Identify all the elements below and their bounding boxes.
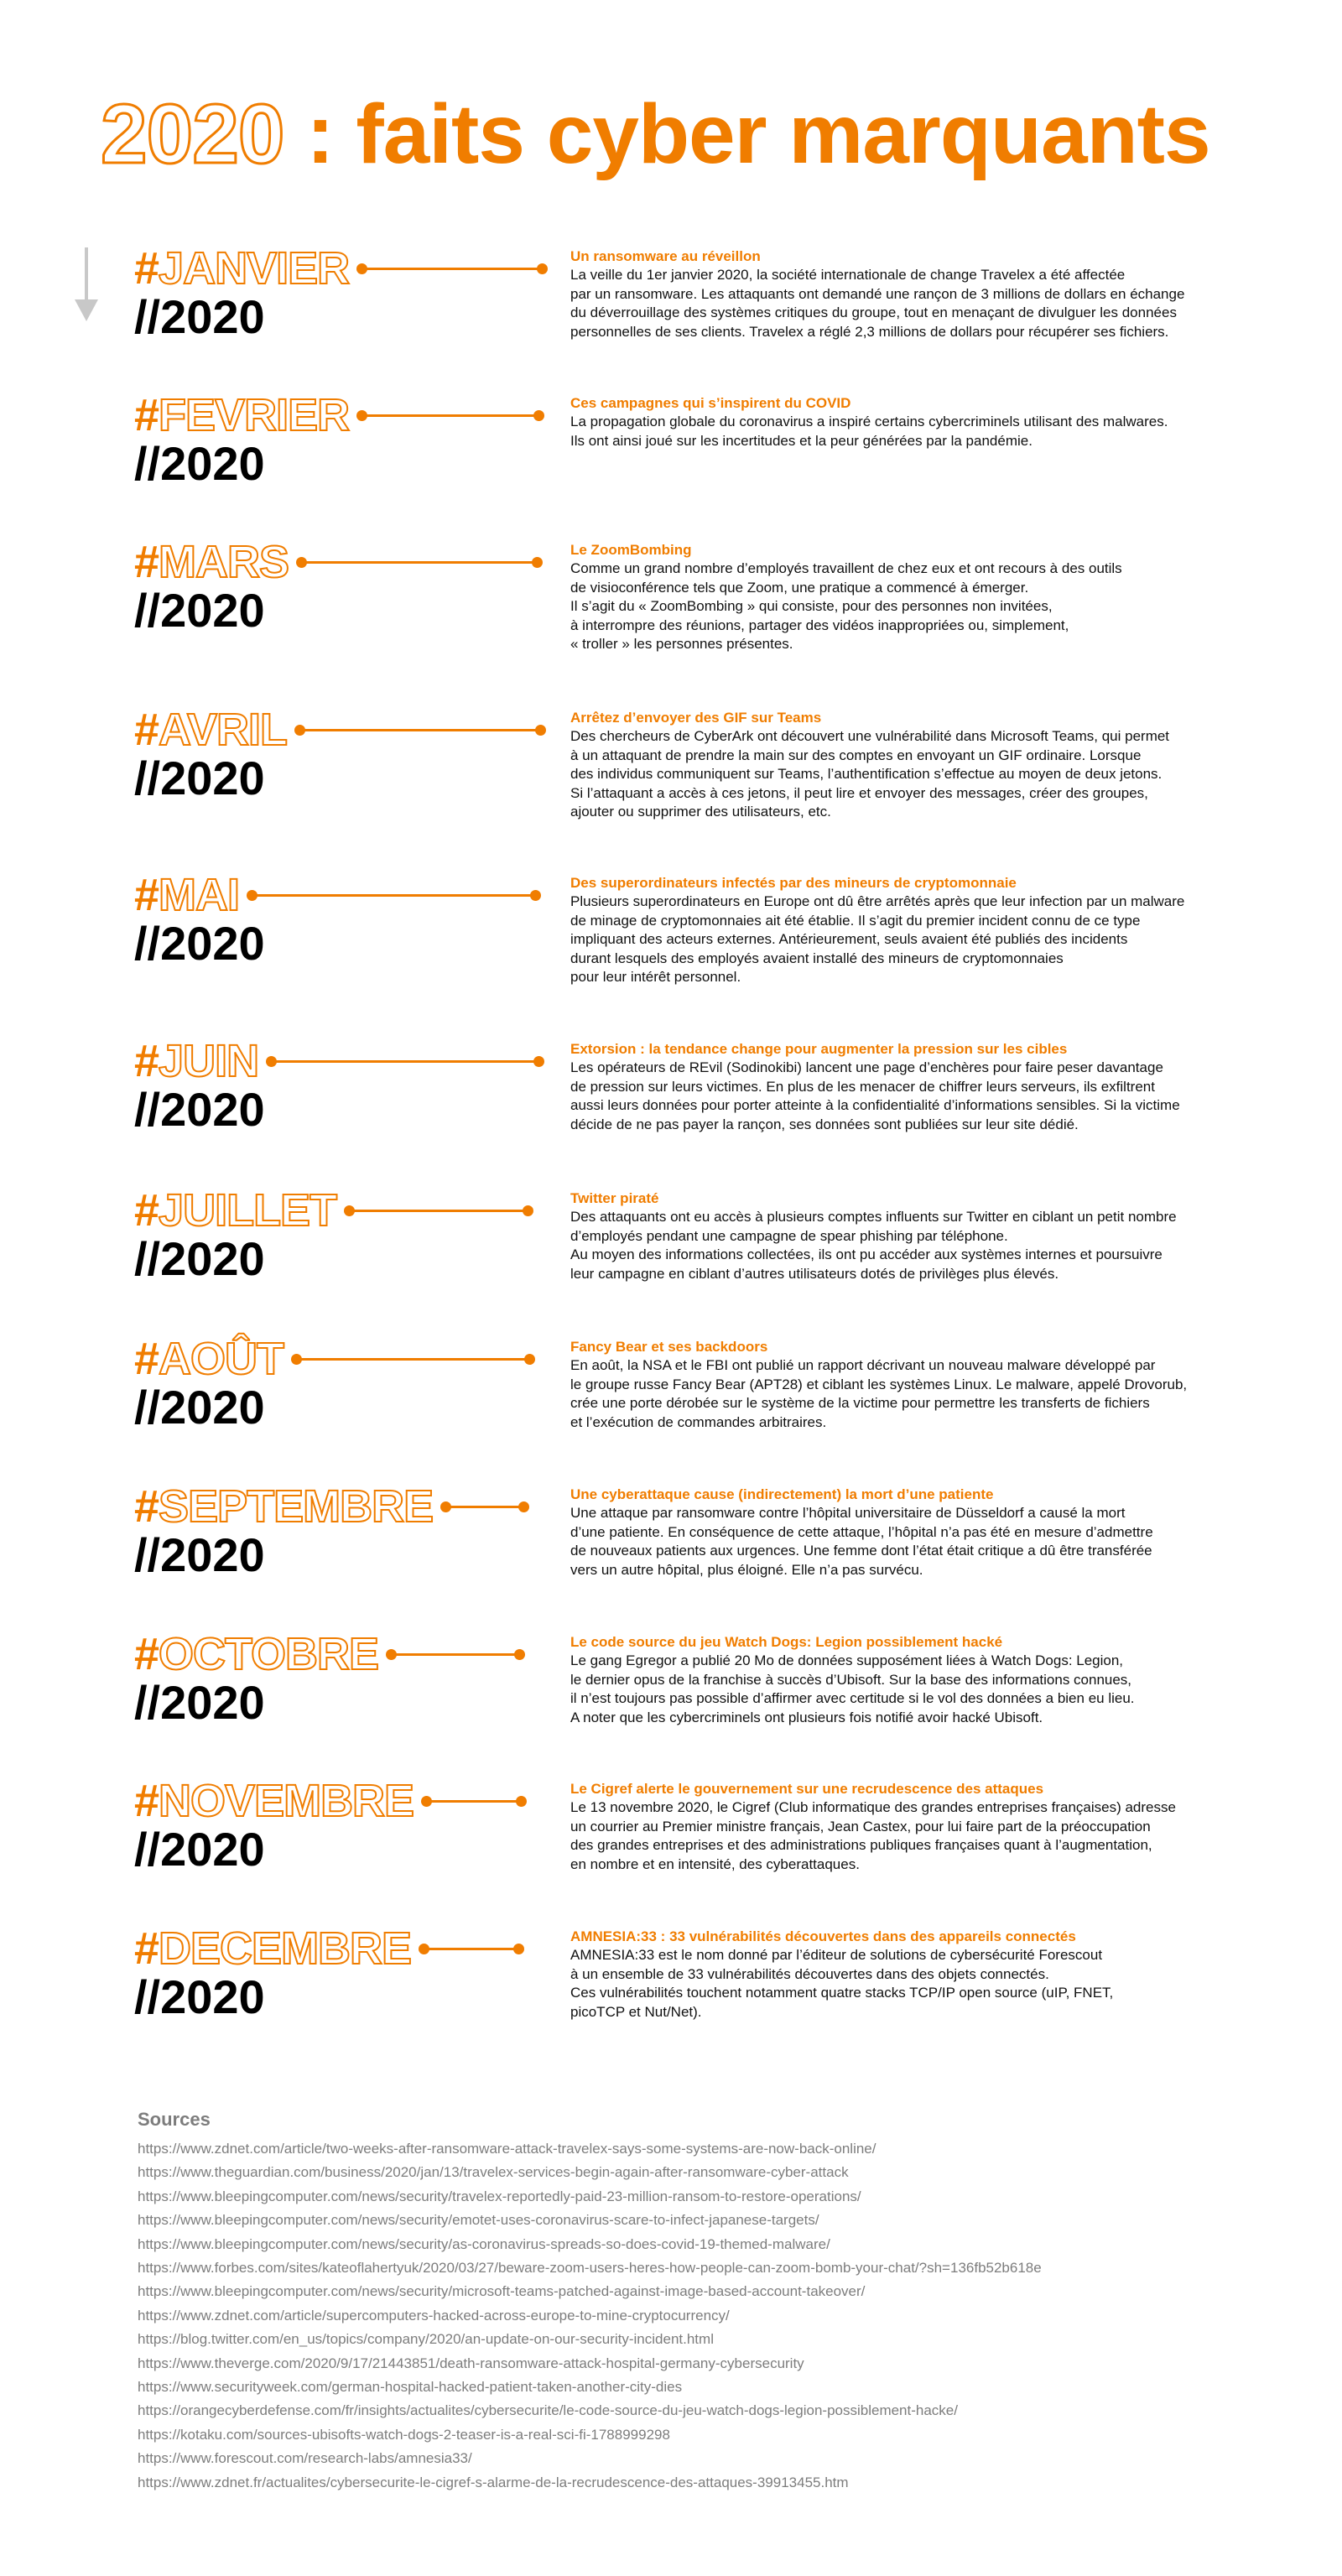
event-title: Fancy Bear et ses backdoors (570, 1339, 768, 1355)
timeline-entry-juin (0, 1036, 1342, 1162)
month-heading (134, 537, 540, 587)
source-link: https://orangecyberdefense.com/fr/insights/actualites/cybersecurite/le-code-source-du-jeu-watch-dogs-legion-possiblement-hacke/ (138, 2402, 958, 2419)
event-title: Des superordinateurs infectés par des mineurs de cryptomonnaie (570, 875, 1017, 891)
event-title: Extorsion : la tendance change pour augmenter la pression sur les cibles (570, 1041, 1068, 1057)
source-link: https://www.bleepingcomputer.com/news/security/travelex-reportedly-paid-23-million-ransom-to-restore-operations/ (138, 2188, 861, 2204)
source-link: https://www.bleepingcomputer.com/news/security/emotet-uses-coronavirus-scare-to-infect-japanese-targets/ (138, 2212, 819, 2229)
event-title: Le ZoomBombing (570, 542, 692, 558)
month-heading (134, 1185, 531, 1236)
month-hash: # (134, 1776, 159, 1826)
event-title: Arrêtez d’envoyer des GIF sur Teams (570, 710, 822, 726)
source-link: https://www.securityweek.com/german-hospital-hacked-patient-taken-another-city-dies (138, 2379, 683, 2396)
event-block (570, 541, 1292, 654)
timeline-connector (268, 1060, 542, 1063)
timeline-connector (421, 1948, 522, 1950)
year-label: //2020 (134, 437, 265, 490)
month-name: MAI (159, 870, 240, 920)
month-heading (134, 870, 538, 920)
event-description: Des chercheurs de CyberArk ont découvert une vulnérabilité dans Microsoft Teams, qui permet à un attaquant de prendre la main sur des comptes en envoyant un GIF ordinaire. Lorsque des individus communiquent sur Teams, l’authentification s’effectue au moyen de deux jetons. Si l’attaquant a accès à ces jetons, il peut lire et envoyer des messages, créer des groupes, ajouter ou supprimer des utilisateurs, etc. (570, 728, 1170, 820)
month-name: FEVRIER (159, 390, 350, 440)
sources-list (138, 2137, 1295, 2495)
timeline-connector (297, 729, 544, 731)
timeline-entry-avril (0, 705, 1342, 830)
year-label: //2020 (134, 1676, 265, 1729)
source-link: https://www.zdnet.com/article/supercomputers-hacked-across-europe-to-mine-cryptocurrency/ (138, 2307, 730, 2324)
month-name: AOÛT (159, 1334, 284, 1384)
timeline-connector (443, 1506, 527, 1508)
title-rest: : faits cyber marquants (283, 87, 1210, 181)
timeline-connector (346, 1210, 531, 1212)
month-hash: # (134, 1036, 159, 1086)
month-name: JUILLET (159, 1185, 337, 1236)
month-heading (134, 1776, 524, 1826)
source-link: https://www.theguardian.com/business/2020/jan/13/travelex-services-begin-again-after-ransomware-cyber-attack (138, 2164, 849, 2181)
event-description: AMNESIA:33 est le nom donné par l’éditeur de solutions de cybersécurité Forescout à un ensemble de 33 vulnérabilités découvertes dans des objets connectés. Ces vulnérabilités touchent notamment quatre stacks TCP/IP open source (uIP, FNET, picoTCP et Nut/Net). (570, 1947, 1114, 2020)
event-block (570, 1928, 1292, 2022)
event-block (570, 874, 1292, 987)
month-heading (134, 243, 545, 294)
timeline-entry-mars (0, 537, 1342, 663)
source-link: https://www.bleepingcomputer.com/news/security/as-coronavirus-spreads-so-does-covid-19-themed-malware/ (138, 2235, 830, 2252)
month-hash: # (134, 705, 159, 755)
event-title: Une cyberattaque cause (indirectement) la mort d’une patiente (570, 1486, 994, 1502)
event-block (570, 1633, 1292, 1727)
event-description: Des attaquants ont eu accès à plusieurs comptes influents sur Twitter en ciblant un petit nombre d’employés pendant une campagne de spear phishing par téléphone. Au moyen des informations collectées, ils ont pu accéder aux systèmes internes et poursuivre leur campagne en ciblant d’autres utilisateurs dotés de privilèges plus élevés. (570, 1209, 1177, 1282)
sources-section (138, 2107, 1295, 2495)
year-label: //2020 (134, 1381, 265, 1434)
source-link: https://www.forescout.com/research-labs/amnesia33/ (138, 2450, 472, 2467)
month-heading (134, 1036, 542, 1086)
month-heading (134, 1923, 522, 1974)
timeline-entry-juillet (0, 1185, 1342, 1311)
source-link: https://www.zdnet.com/article/two-weeks-after-ransomware-attack-travelex-says-some-systems-are-now-back-online/ (138, 2141, 876, 2157)
title-year: 2020 (101, 87, 284, 181)
month-name: MARS (159, 537, 289, 587)
month-hash: # (134, 1481, 159, 1532)
event-block (570, 709, 1292, 822)
month-hash: # (134, 1185, 159, 1236)
year-label: //2020 (134, 1823, 265, 1876)
timeline-entry-septembre (0, 1481, 1342, 1607)
year-label: //2020 (134, 290, 265, 343)
event-block (570, 1189, 1292, 1283)
month-heading (134, 1629, 523, 1679)
month-hash: # (134, 1629, 159, 1679)
source-link: https://www.theverge.com/2020/9/17/21443851/death-ransomware-attack-hospital-germany-cybersecurity (138, 2355, 804, 2371)
event-title: Ces campagnes qui s’inspirent du COVID (570, 395, 851, 411)
timeline-connector (388, 1653, 523, 1656)
sources-heading: Sources (138, 2109, 211, 2130)
source-link: https://kotaku.com/sources-ubisofts-watch-dogs-2-teaser-is-a-real-sci-fi-1788999298 (138, 2426, 670, 2443)
event-description: Plusieurs superordinateurs en Europe ont dû être arrêtés après que leur infection par un malware de minage de cryptomonnaies ait été établie. Il s’agit du premier incident connu de ce type impliquant des acteurs externes. Antérieurement, seuls avaient été publiés des incidents durant lesquels des employés avaient installé des mineurs de cryptomonnaies pour leur intérêt personnel. (570, 893, 1185, 985)
event-title: Twitter piraté (570, 1190, 659, 1206)
event-block (570, 394, 1292, 450)
month-heading (134, 1334, 533, 1384)
event-title: Le code source du jeu Watch Dogs: Legion possiblement hacké (570, 1634, 1003, 1650)
event-block (570, 1780, 1292, 1874)
month-hash: # (134, 1923, 159, 1974)
year-label: //2020 (134, 1528, 265, 1581)
month-hash: # (134, 390, 159, 440)
timeline-entry-fevrier (0, 390, 1342, 516)
event-title: Un ransomware au réveillon (570, 248, 761, 264)
year-label: //2020 (134, 1083, 265, 1136)
month-hash: # (134, 537, 159, 587)
event-description: Le 13 novembre 2020, le Cigref (Club informatique des grandes entreprises françaises) adresse un courrier au Premier ministre français, Jean Castex, pour lui faire part de la préoccupation des grandes entreprises et des administrations publiques françaises quant à l’augmentation, en nombre et en intensité, des cyberattaques. (570, 1799, 1176, 1872)
timeline-connector (249, 894, 538, 897)
month-name: JANVIER (159, 243, 350, 294)
event-block (570, 1040, 1292, 1134)
timeline-connector (359, 414, 542, 417)
event-description: La veille du 1er janvier 2020, la société internationale de change Travelex a été affectée par un ransomware. Les attaquants ont demandé une rançon de 3 millions de dollars en échange du déverrouillage des systèmes critiques du groupe, tout en menaçant de divulguer les données personnelles de ses clients. Travelex a réglé 2,3 millions de dollars pour récupérer ses fichiers. (570, 267, 1185, 340)
timeline-entry-aout (0, 1334, 1342, 1460)
event-description: Le gang Egregor a publié 20 Mo de données supposément liées à Watch Dogs: Legion, le dernier opus de la franchise à succès d’Ubisoft. Sur la base des informations connues, il n’est toujours pas possible d’affirmer avec certitude si le vol des données a bien eu lieu. A noter que les cybercriminels ont plusieurs fois notifié avoir hacké Ubisoft. (570, 1652, 1135, 1725)
year-label: //2020 (134, 917, 265, 970)
month-name: AVRIL (159, 705, 288, 755)
timeline-connector (359, 268, 545, 270)
event-block (570, 1338, 1292, 1432)
timeline-entry-octobre (0, 1629, 1342, 1755)
source-link: https://www.bleepingcomputer.com/news/security/microsoft-teams-patched-against-image-based-account-takeover/ (138, 2283, 866, 2300)
source-link: https://blog.twitter.com/en_us/topics/company/2020/an-update-on-our-security-incident.html (138, 2331, 714, 2348)
timeline-entry-mai (0, 870, 1342, 996)
timeline-entry-janvier (0, 243, 1342, 369)
event-description: En août, la NSA et le FBI ont publié un rapport décrivant un nouveau malware développé par le groupe russe Fancy Bear (APT28) et ciblant les systèmes Linux. Le malware, appelé Drovorub, crée une porte dérobée sur le système de la victime pour permettre les transferts de fichiers et l’exécution de commandes arbitraires. (570, 1357, 1188, 1430)
timeline-connector (424, 1800, 524, 1803)
timeline-entry-decembre (0, 1923, 1342, 2049)
event-block (570, 1486, 1292, 1579)
month-name: JUIN (159, 1036, 259, 1086)
page-title (101, 84, 1210, 185)
source-link: https://www.forbes.com/sites/kateoflahertyuk/2020/03/27/beware-zoom-users-heres-how-people-can-zoom-bomb-your-chat/?sh=136fb52b618e (138, 2260, 1042, 2277)
timeline-entry-novembre (0, 1776, 1342, 1902)
event-description: La propagation globale du coronavirus a inspiré certains cybercriminels utilisant des malwares. Ils ont ainsi joué sur les incertitudes et la peur générées par la pandémie. (570, 414, 1168, 449)
month-hash: # (134, 870, 159, 920)
year-label: //2020 (134, 1970, 265, 2023)
event-description: Les opérateurs de REvil (Sodinokibi) lancent une page d’enchères pour faire peser davantage de pression sur leurs victimes. En plus de les menacer de chiffrer leurs serveurs, ils exfiltrent aussi leurs données pour porter atteinte à la confidentialité d’informations sensibles. Si la victime décide de ne pas payer la rançon, ses données sont publiées sur leur site dédié. (570, 1059, 1180, 1132)
month-hash: # (134, 1334, 159, 1384)
month-name: DECEMBRE (159, 1923, 412, 1974)
month-heading (134, 1481, 527, 1532)
month-heading (134, 705, 544, 755)
event-description: Comme un grand nombre d’employés travaillent de chez eux et ont recours à des outils de visioconférence tels que Zoom, une pratique a commencé à émerger. Il s’agit du « ZoomBombing » qui consiste, pour des personnes non invitées, à interrompre des réunions, partager des vidéos inappropriées ou, simplement, « troller » les personnes présentes. (570, 560, 1122, 652)
month-hash: # (134, 243, 159, 294)
month-name: SEPTEMBRE (159, 1481, 434, 1532)
year-label: //2020 (134, 1232, 265, 1285)
year-label: //2020 (134, 584, 265, 637)
event-title: AMNESIA:33 : 33 vulnérabilités découvertes dans des appareils connectés (570, 1928, 1076, 1944)
year-label: //2020 (134, 752, 265, 804)
source-link: https://www.zdnet.fr/actualites/cybersecurite-le-cigref-s-alarme-de-la-recrudescence-des-attaques-39913455.htm (138, 2474, 849, 2490)
month-name: OCTOBRE (159, 1629, 379, 1679)
event-description: Une attaque par ransomware contre l’hôpital universitaire de Düsseldorf a causé la mort d’une patiente. En conséquence de cette attaque, l’hôpital n’a pas été en mesure d’admettre de nouveaux patients aux urgences. Une femme dont l’état était critique a dû être transférée vers un autre hôpital, plus éloigné. Elle n’a pas survécu. (570, 1505, 1153, 1578)
timeline-connector (299, 561, 540, 564)
event-title: Le Cigref alerte le gouvernement sur une recrudescence des attaques (570, 1781, 1044, 1797)
event-block (570, 247, 1292, 341)
month-heading (134, 390, 542, 440)
month-name: NOVEMBRE (159, 1776, 414, 1826)
timeline-connector (294, 1358, 533, 1361)
